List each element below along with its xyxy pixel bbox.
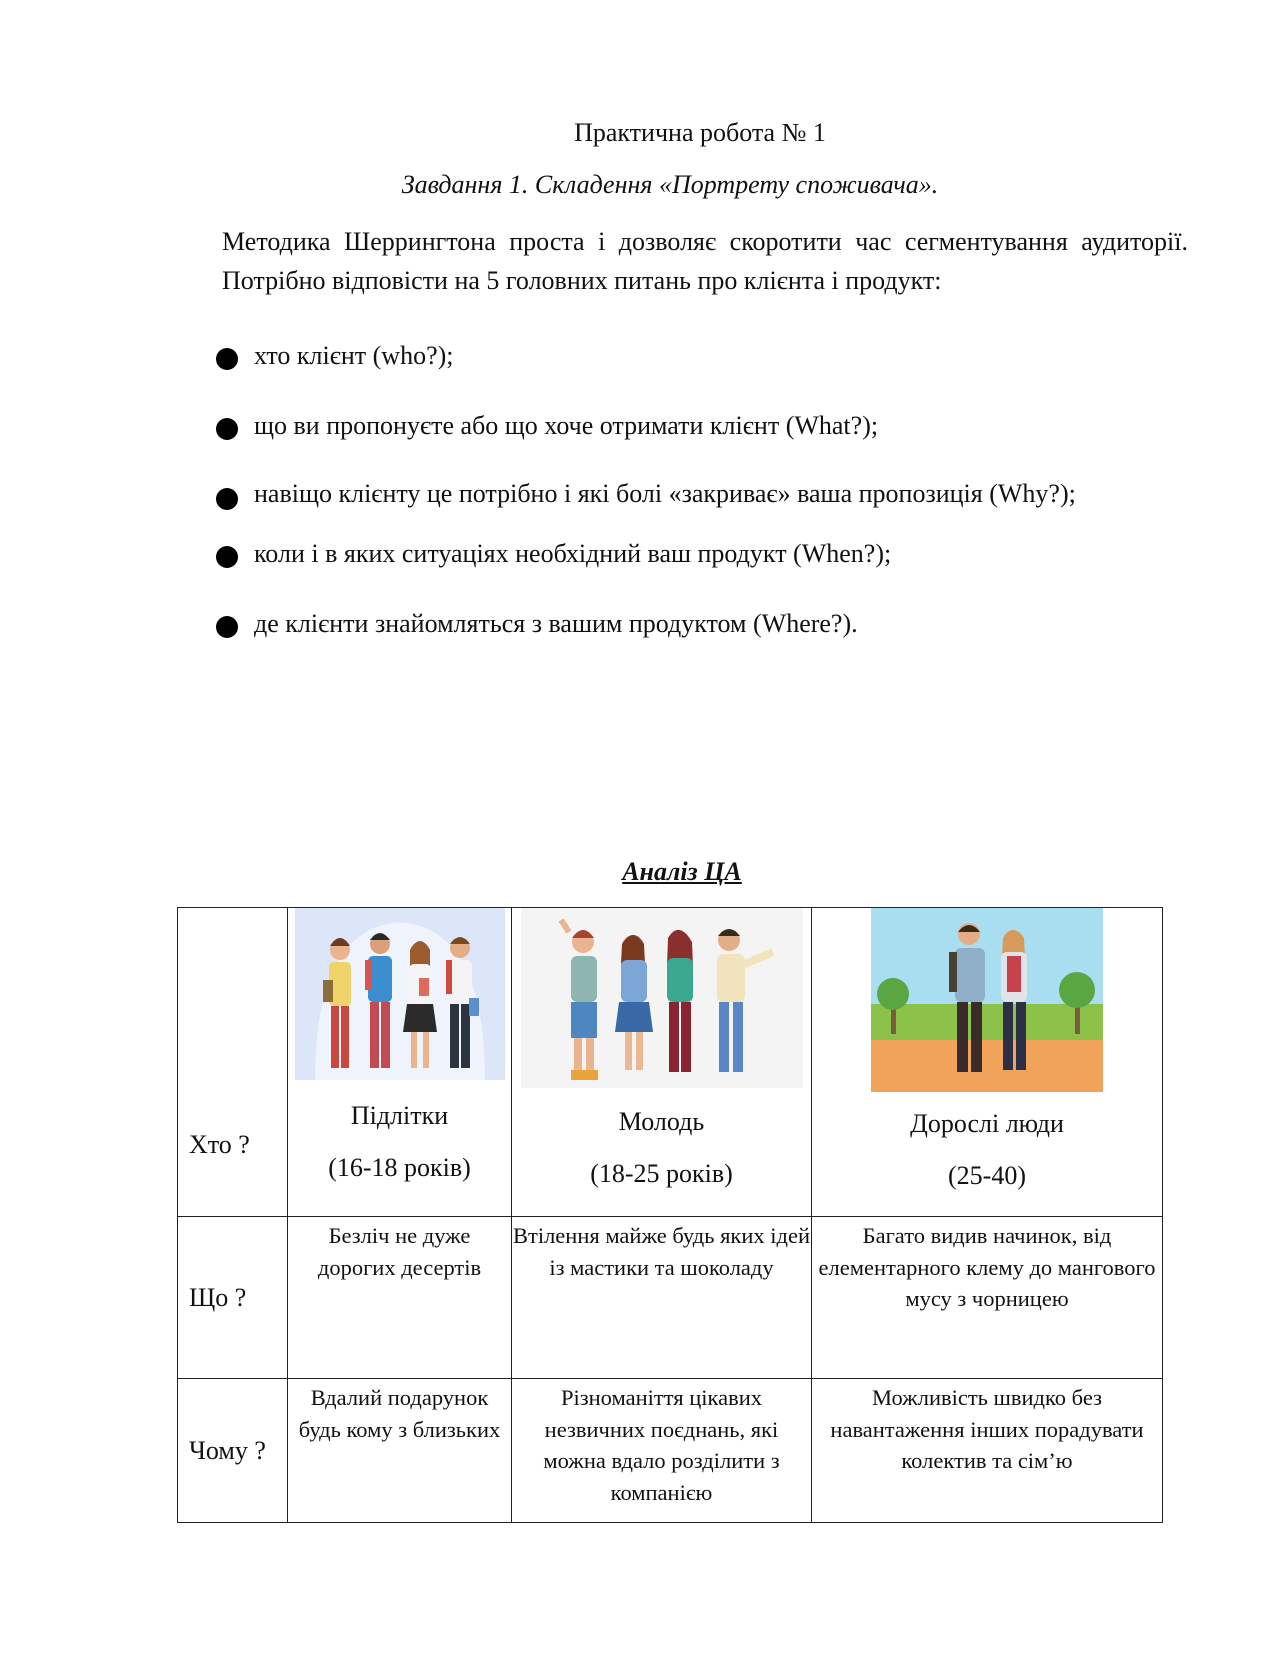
intro-paragraph: Методика Шеррингтона проста і дозволяє скоротити час сегментування аудиторії. Потрібно відповісти на 5 головних питань про клієнта і продукт: (222, 227, 1188, 295)
row-label-who: Хто ? (178, 908, 288, 1217)
segment-name: Підлітки (350, 1101, 449, 1130)
table-row (178, 908, 1163, 1217)
table-cell: Вдалий подарунок будь кому з близьких (288, 1379, 512, 1523)
segment-name: Дорослі люди (910, 1109, 1064, 1138)
segment-name: Молодь (618, 1107, 705, 1136)
questions-list (212, 330, 1152, 668)
table-cell: Безліч не дуже дорогих десертів (288, 1217, 512, 1379)
audience-table (177, 907, 1163, 1523)
list-item: де клієнти знайомляться з вашим продуктом (Where?). (212, 598, 1152, 650)
adults-illustration (871, 908, 1103, 1092)
segment-age: (16-18 років) (328, 1153, 471, 1182)
row-label-what: Що ? (178, 1217, 288, 1379)
table-cell: Багато видив начинок, від елементарного клему до мангового мусу з чорницею (812, 1217, 1163, 1379)
list-item: хто клієнт (who?); (212, 330, 1152, 382)
list-item: що ви пропонуєте або що хоче отримати клієнт (What?); (212, 400, 1152, 452)
table-row (178, 1217, 1163, 1379)
table-cell: Різноманіття цікавих незвичних поєднань, які можна вдало розділити з компанією (512, 1379, 812, 1523)
cell-adults (812, 908, 1163, 1217)
table-row (178, 1379, 1163, 1523)
segment-age: (18-25 років) (590, 1159, 733, 1188)
bullet-icon (216, 418, 238, 440)
page-subtitle: Завдання 1. Складення «Портрету споживача». (401, 170, 939, 199)
bullet-icon (216, 348, 238, 370)
table-cell: Можливість швидко без навантаження інших порадувати колектив та сім’ю (812, 1379, 1163, 1523)
bullet-icon (216, 616, 238, 638)
teens-illustration (295, 908, 505, 1080)
youth-illustration (521, 908, 803, 1088)
analysis-heading: Аналіз ЦА (622, 857, 742, 886)
list-item: навіщо клієнту це потрібно і які болі «закриває» ваша пропозиція (Why?); (212, 470, 1152, 518)
row-label-why: Чому ? (178, 1379, 288, 1523)
list-item: коли і в яких ситуаціях необхідний ваш продукт (When?); (212, 528, 1152, 580)
table-cell: Втілення майже будь яких ідей із мастики та шоколаду (512, 1217, 812, 1379)
bullet-icon (216, 488, 238, 510)
cell-youth (512, 908, 812, 1217)
cell-teens (288, 908, 512, 1217)
page-title: Практична робота № 1 (574, 118, 826, 147)
bullet-icon (216, 546, 238, 568)
segment-age: (25-40) (948, 1161, 1026, 1190)
